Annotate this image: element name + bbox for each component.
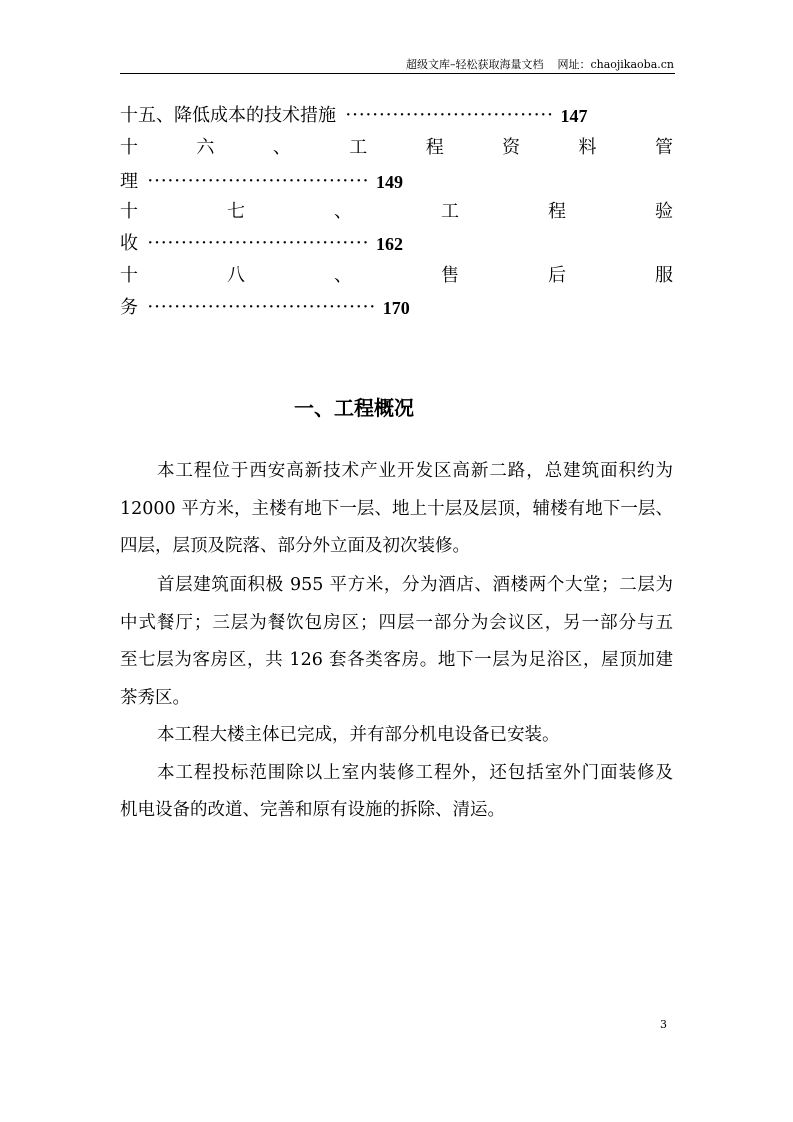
toc-entry[interactable] (120, 232, 673, 256)
toc-title-char: 管 (654, 137, 673, 158)
toc-title-char: 、 (334, 201, 352, 222)
header-url: 网址：chaojikaoba.cn (557, 58, 674, 71)
paragraph-line: 中式餐厅；三层为餐饮包房区；四层一部分为会议区，另一部分与五 (120, 613, 673, 633)
toc-leader-dots: ·································· (148, 300, 377, 315)
section-title: 一、工程概况 (294, 396, 414, 420)
toc-title-char: 、 (272, 137, 291, 158)
paragraph-line: 本工程位于西安高新技术产业开发区高新二路，总建筑面积约为 (157, 461, 673, 481)
header-rule (120, 73, 675, 74)
toc-entry-title-line[interactable] (120, 136, 673, 160)
paragraph-line: 茶秀区。 (120, 688, 190, 708)
toc-title-char: 十 (120, 137, 138, 158)
page-number: 3 (660, 1018, 667, 1031)
toc-title-char: 售 (441, 265, 459, 286)
toc-title-char: 料 (578, 137, 597, 158)
toc-title-char: 程 (548, 201, 566, 222)
toc-title-char: 验 (655, 201, 673, 222)
toc-title-char: 工 (441, 201, 459, 222)
toc-title-char: 后 (548, 265, 566, 286)
toc-title-char: 六 (196, 137, 215, 158)
paragraph-line: 本工程大楼主体已完成，并有部分机电设备已安装。 (157, 725, 560, 745)
toc-leader-dots: ······························· (346, 108, 555, 123)
toc-entry-title-tail: 务 (120, 297, 138, 318)
toc-entry[interactable] (120, 170, 673, 194)
toc-title-char: 七 (227, 201, 245, 222)
toc-page-number: 170 (382, 298, 410, 318)
toc-entry[interactable] (120, 104, 673, 128)
toc-entry-title: 十五、降低成本的技术措施 (120, 105, 336, 126)
toc-page-number: 162 (375, 234, 403, 254)
header-site: 超级文库–轻松获取海量文档 (405, 58, 544, 71)
paragraph-line: 四层，层顶及院落、部分外立面及初次装修。 (120, 536, 470, 556)
toc-entry-title-line[interactable] (120, 200, 673, 224)
toc-page-number: 147 (560, 106, 588, 126)
paragraph-line: 至七层为客房区，共 126 套各类客房。地下一层为足浴区，屋顶加建 (120, 650, 673, 670)
toc-entry[interactable] (120, 296, 673, 320)
paragraph-line: 本工程投标范围除以上室内装修工程外，还包括室外门面装修及 (157, 763, 673, 783)
paragraph-line: 首层建筑面积极 955 平方米，分为酒店、酒楼两个大堂；二层为 (157, 575, 673, 595)
toc-title-char: 程 (425, 137, 444, 158)
toc-leader-dots: ································· (148, 236, 370, 251)
toc-entry-title-tail: 理 (120, 171, 138, 192)
toc-title-char: 八 (227, 265, 245, 286)
toc-entry-title-line[interactable] (120, 264, 673, 288)
toc-title-char: 服 (655, 265, 673, 286)
toc-title-char: 工 (349, 137, 368, 158)
toc-title-char: 十 (120, 265, 138, 286)
page-header (400, 56, 674, 72)
toc-title-char: 、 (334, 265, 352, 286)
toc-title-char: 十 (120, 201, 138, 222)
toc-page-number: 149 (375, 172, 403, 192)
toc-title-char: 资 (502, 137, 521, 158)
paragraph-line: 12000 平方米，主楼有地下一层、地上十层及层顶，辅楼有地下一层、 (120, 499, 673, 519)
paragraph-line: 机电设备的改道、完善和原有设施的拆除、清运。 (120, 800, 505, 820)
toc-leader-dots: ································· (148, 174, 370, 189)
toc-entry-title-tail: 收 (120, 233, 138, 254)
